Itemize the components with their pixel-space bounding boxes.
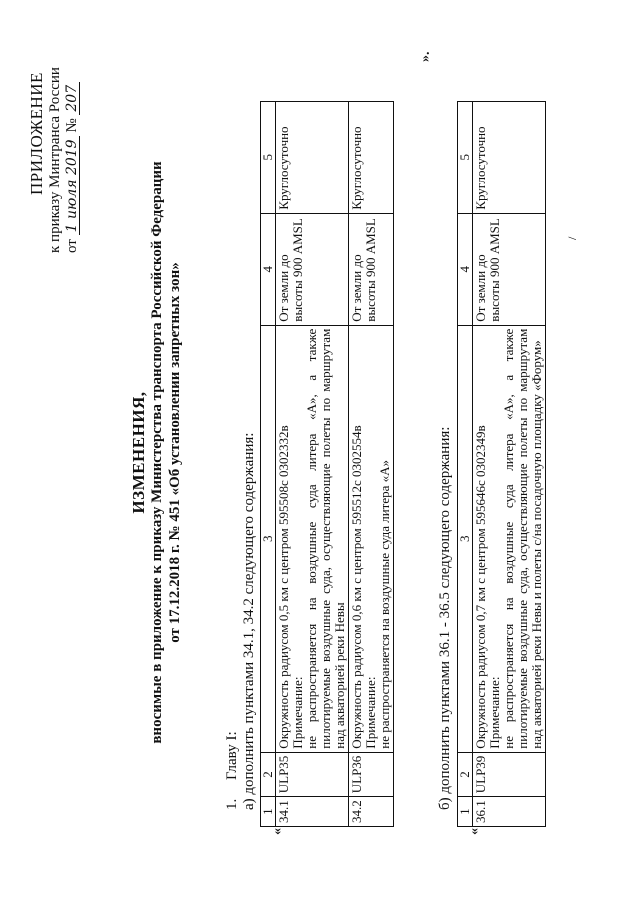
handwritten-date: 1 июля 2019 [65,136,80,235]
section-a-text: а) дополнить пунктами 34.1, 34.2 следующего содержания: [241,432,257,810]
chapter-label: Главу I: [224,731,240,780]
zone-height: От земли до высоты 900 AMSL [276,213,349,325]
zone-area: Окружность радиусом 0,6 км с центром 595512с 0302554в [349,425,364,749]
table-header-row [261,101,276,826]
table-header-cell: 4 [458,213,473,325]
zone-description [276,325,349,752]
heading-line-1: вносимые в приложение к приказу Министерства транспорта Российской Федерации [149,161,165,744]
table-header-cell: 2 [458,752,473,797]
number-prefix: № [64,118,80,133]
note-text: не распространяется на воздушные суда литера «А», а также пилотируемые воздушные суда, осуществляющие полеты по маршрутам над акваторией реки Невы и полеты с/на посадочную площадку «Форум» [501,328,544,749]
handwritten-number: 207 [65,82,80,115]
table-header-cell: 5 [261,101,276,213]
open-quote-b: « [467,828,482,835]
zones-table-b [457,101,546,827]
row-number: 36.1 [473,797,546,827]
close-quote-a: ». [418,51,433,62]
zone-code: ULP35 [276,752,349,797]
zone-code: ULP36 [349,752,394,797]
chapter-line [224,731,241,810]
document-heading [130,60,184,845]
heading-line-2: от 17.12.2018 г. № 451 «Об установлении запретных зон» [167,262,183,643]
appendix-order-line: к приказу Минтранса России [47,67,63,253]
table-header-cell: 4 [261,213,276,325]
zone-code: ULP39 [473,752,546,797]
appendix-title: ПРИЛОЖЕНИЕ [27,72,46,195]
table-row [349,101,394,826]
zones-table-a [260,101,394,827]
stray-pen-mark: / [565,236,579,240]
appendix-date-line [64,15,81,253]
table-header-cell: 5 [458,101,473,213]
table-row [473,101,546,826]
zone-area: Окружность радиусом 0,5 км с центром 595508с 0302332в [276,425,291,749]
zone-time: Круглосуточно [349,101,394,213]
chapter-number: 1. [224,798,240,810]
table-header-cell: 2 [261,752,276,797]
table-header-cell: 3 [458,325,473,752]
zone-height: От земли до высоты 900 AMSL [473,213,546,325]
table-header-cell: 1 [458,797,473,827]
note-label: Примечание: [487,676,502,749]
zone-height: От земли до высоты 900 AMSL [349,213,394,325]
table-header-cell: 3 [261,325,276,752]
note-label: Примечание: [363,676,378,749]
row-number: 34.2 [349,797,394,827]
note-text: не распространяется на воздушные суда литера «А», а также пилотируемые воздушные суда, осуществляющие полеты по маршрутам над акваторией реки Невы [304,328,347,749]
table-row [276,101,349,826]
section-b-text: б) дополнить пунктами 36.1 - 36.5 следующего содержания: [437,426,453,810]
note-label: Примечание: [290,676,305,749]
zone-area: Окружность радиусом 0,7 км с центром 595646с 0302349в [473,425,488,749]
row-number: 34.1 [276,797,349,827]
note-text: не распространяется на воздушные суда литера «А» [377,459,392,749]
appendix-block [28,15,81,265]
heading-title: ИЗМЕНЕНИЯ, [129,391,148,514]
zone-time: Круглосуточно [276,101,349,213]
open-quote-a: « [270,828,285,835]
zone-description [473,325,546,752]
table-header-cell: 1 [261,797,276,827]
zone-description [349,325,394,752]
date-prefix: от [64,239,80,253]
zone-time: Круглосуточно [473,101,546,213]
table-header-row [458,101,473,826]
